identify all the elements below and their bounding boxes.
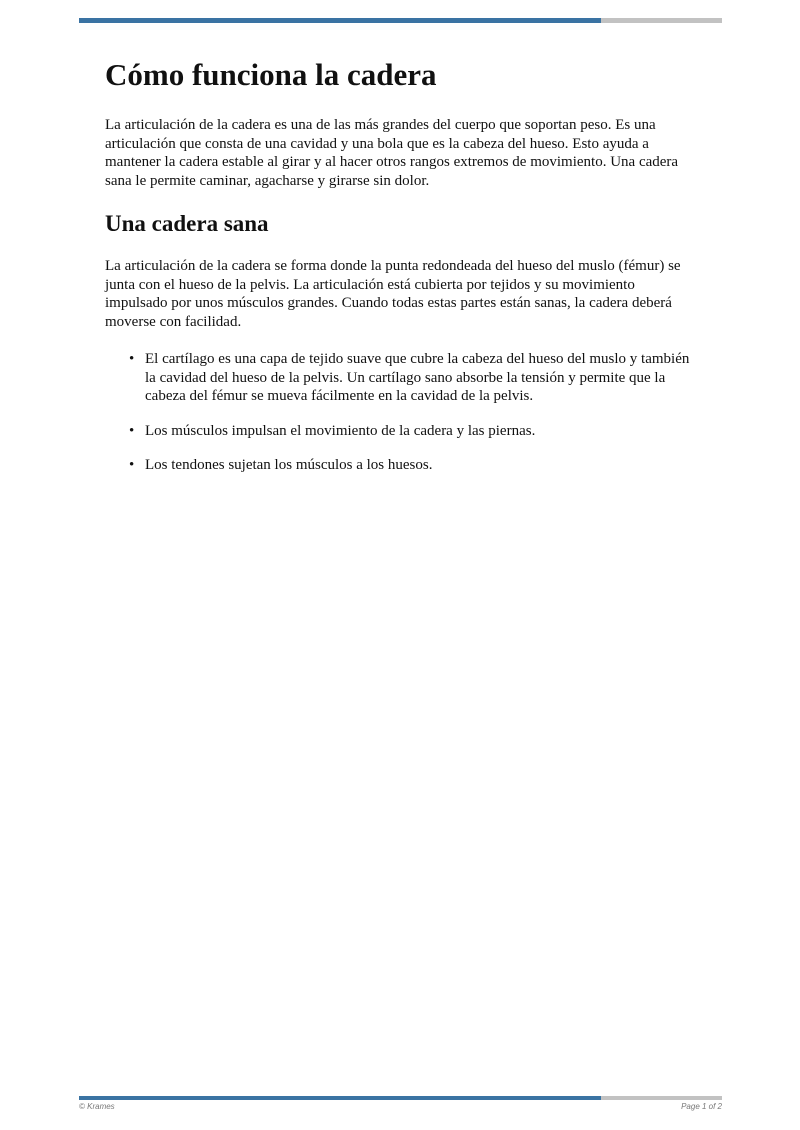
footer-rule — [79, 1096, 722, 1100]
section-paragraph: La articulación de la cadera se forma donde la punta redondeada del hueso del muslo (fémur) se junta con el hueso de la pelvis. La articulación está cubierta por tejidos y su movimiento impulsado por unos músculos grandes. Cuando todas estas partes están sanas, la cadera deberá moverse con facilidad. — [105, 258, 681, 330]
document-body — [105, 55, 695, 491]
header-rule-accent — [79, 18, 601, 23]
page-title: Cómo funciona la cadera — [105, 57, 437, 92]
header-rule — [79, 18, 722, 23]
section-heading: Una cadera sana — [105, 211, 269, 236]
footer-rule-gray — [601, 1096, 722, 1100]
header-rule-gray — [601, 18, 722, 23]
footer-page-number: Page 1 of 2 — [681, 1102, 722, 1111]
list-item-text: Los tendones sujetan los músculos a los huesos. — [145, 457, 433, 473]
bullet-icon: • — [129, 457, 135, 473]
footer-rule-accent — [79, 1096, 601, 1100]
list-item-text: El cartílago es una capa de tejido suave que cubre la cabeza del hueso del muslo y también la cavidad del hueso de la pelvis. Un cartílago sano absorbe la tensión y permite que la cabeza del fémur se mueva fácilmente en la cavidad de la pelvis. — [145, 351, 690, 404]
bullet-list — [105, 350, 695, 475]
footer-copyright: © Krames — [79, 1102, 115, 1111]
bullet-icon: • — [129, 422, 135, 439]
list-item — [129, 350, 695, 406]
list-item-text: Los músculos impulsan el movimiento de la cadera y las piernas. — [145, 422, 536, 439]
list-item — [129, 456, 695, 475]
list-item — [129, 422, 695, 441]
bullet-icon: • — [129, 351, 135, 367]
intro-paragraph: La articulación de la cadera es una de las más grandes del cuerpo que soportan peso. Es una articulación que consta de una cavidad y una bola que es la cabeza del hueso. Esto ayuda a mantener la cadera estable al girar y al hacer otros rangos extremos de movimiento. Una cadera sana le permite caminar, agacharse y girarse sin dolor. — [105, 117, 679, 189]
